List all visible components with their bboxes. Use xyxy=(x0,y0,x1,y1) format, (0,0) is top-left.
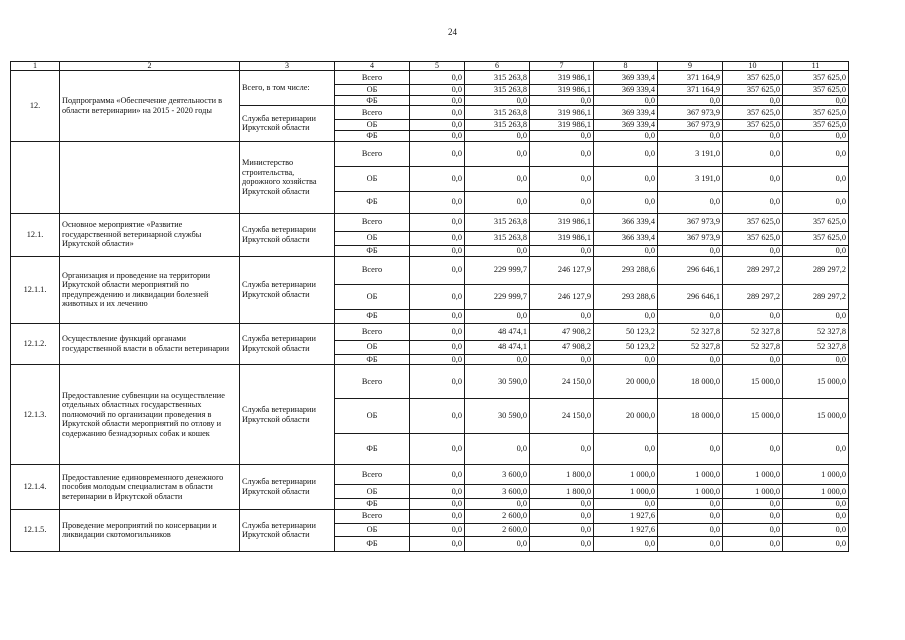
source-cell: ФБ xyxy=(335,131,410,142)
value-cell: 50 123,2 xyxy=(594,323,658,340)
value-cell: 52 327,8 xyxy=(723,340,783,354)
value-cell: 47 908,2 xyxy=(530,340,594,354)
value-cell: 319 986,1 xyxy=(530,213,594,231)
source-cell: ФБ xyxy=(335,309,410,323)
value-cell: 0,0 xyxy=(783,131,849,142)
value-cell: 0,0 xyxy=(410,85,465,96)
header-cell: 7 xyxy=(530,62,594,71)
value-cell: 369 339,4 xyxy=(594,120,658,131)
value-cell: 0,0 xyxy=(658,509,723,523)
value-cell: 0,0 xyxy=(783,509,849,523)
value-cell: 0,0 xyxy=(410,340,465,354)
value-cell: 0,0 xyxy=(530,191,594,213)
value-cell: 0,0 xyxy=(658,523,723,536)
header-cell: 1 xyxy=(11,62,60,71)
row-name: Осуществление функций органами государственной власти в области ветеринарии xyxy=(60,323,240,365)
source-cell: Всего xyxy=(335,71,410,85)
value-cell: 0,0 xyxy=(783,499,849,510)
value-cell: 289 297,2 xyxy=(723,256,783,284)
value-cell: 315 263,8 xyxy=(465,231,530,245)
value-cell: 315 263,8 xyxy=(465,120,530,131)
value-cell: 3 191,0 xyxy=(658,166,723,191)
source-cell: Всего xyxy=(335,323,410,340)
value-cell: 319 986,1 xyxy=(530,106,594,120)
value-cell: 319 986,1 xyxy=(530,85,594,96)
value-cell: 15 000,0 xyxy=(783,399,849,434)
value-cell: 0,0 xyxy=(723,499,783,510)
value-cell: 0,0 xyxy=(594,354,658,365)
value-cell: 0,0 xyxy=(658,499,723,510)
value-cell: 52 327,8 xyxy=(723,323,783,340)
value-cell: 0,0 xyxy=(530,95,594,106)
value-cell: 0,0 xyxy=(410,509,465,523)
value-cell: 369 339,4 xyxy=(594,106,658,120)
value-cell: 24 150,0 xyxy=(530,399,594,434)
table-row xyxy=(11,365,849,399)
value-cell: 357 625,0 xyxy=(783,231,849,245)
header-cell: 6 xyxy=(465,62,530,71)
value-cell: 289 297,2 xyxy=(783,284,849,309)
source-cell: ОБ xyxy=(335,120,410,131)
value-cell: 15 000,0 xyxy=(783,365,849,399)
value-cell: 0,0 xyxy=(658,191,723,213)
value-cell: 0,0 xyxy=(530,131,594,142)
header-cell: 4 xyxy=(335,62,410,71)
value-cell: 0,0 xyxy=(465,245,530,256)
value-cell: 0,0 xyxy=(594,499,658,510)
value-cell: 0,0 xyxy=(783,523,849,536)
value-cell: 15 000,0 xyxy=(723,399,783,434)
value-cell: 289 297,2 xyxy=(723,284,783,309)
value-cell: 319 986,1 xyxy=(530,231,594,245)
value-cell: 48 474,1 xyxy=(465,340,530,354)
value-cell: 371 164,9 xyxy=(658,85,723,96)
value-cell: 0,0 xyxy=(530,509,594,523)
value-cell: 357 625,0 xyxy=(723,85,783,96)
value-cell: 0,0 xyxy=(783,191,849,213)
value-cell: 0,0 xyxy=(465,354,530,365)
value-cell: 0,0 xyxy=(410,499,465,510)
source-cell: ФБ xyxy=(335,191,410,213)
source-cell: Всего xyxy=(335,141,410,166)
value-cell: 1 000,0 xyxy=(723,485,783,499)
value-cell: 0,0 xyxy=(410,323,465,340)
source-cell: ФБ xyxy=(335,354,410,365)
value-cell: 0,0 xyxy=(594,245,658,256)
source-cell: ОБ xyxy=(335,231,410,245)
row-name: Предоставление субвенции на осуществление отдельных областных государственных полномочий по организации проведения в Иркутской области мероприятий по отлову и содержанию безнадзорных собак и кошек xyxy=(60,365,240,465)
value-cell: 296 646,1 xyxy=(658,284,723,309)
value-cell: 0,0 xyxy=(410,284,465,309)
value-cell: 319 986,1 xyxy=(530,71,594,85)
executor-cell: Служба ветеринарии Иркутской области xyxy=(240,213,335,256)
executor-cell: Всего, в том числе: xyxy=(240,71,335,106)
value-cell: 357 625,0 xyxy=(783,106,849,120)
value-cell: 0,0 xyxy=(723,434,783,465)
value-cell: 0,0 xyxy=(723,95,783,106)
header-cell: 9 xyxy=(658,62,723,71)
source-cell: Всего xyxy=(335,509,410,523)
row-name: Предоставление единовременного денежного пособия молодым специалистам в области ветеринарии в Иркутской области xyxy=(60,465,240,510)
value-cell: 0,0 xyxy=(658,95,723,106)
value-cell: 0,0 xyxy=(783,309,849,323)
source-cell: Всего xyxy=(335,465,410,485)
header-cell: 3 xyxy=(240,62,335,71)
value-cell: 0,0 xyxy=(410,71,465,85)
source-cell: Всего xyxy=(335,106,410,120)
value-cell: 0,0 xyxy=(783,245,849,256)
table-row xyxy=(11,256,849,284)
value-cell: 1 927,6 xyxy=(594,523,658,536)
value-cell: 0,0 xyxy=(410,141,465,166)
value-cell: 0,0 xyxy=(410,365,465,399)
value-cell: 0,0 xyxy=(410,256,465,284)
value-cell: 1 800,0 xyxy=(530,485,594,499)
value-cell: 0,0 xyxy=(530,245,594,256)
value-cell: 0,0 xyxy=(658,354,723,365)
value-cell: 0,0 xyxy=(658,131,723,142)
value-cell: 52 327,8 xyxy=(783,323,849,340)
value-cell: 289 297,2 xyxy=(783,256,849,284)
value-cell: 0,0 xyxy=(410,523,465,536)
value-cell: 0,0 xyxy=(465,536,530,551)
value-cell: 0,0 xyxy=(783,141,849,166)
value-cell: 0,0 xyxy=(465,499,530,510)
value-cell: 0,0 xyxy=(723,509,783,523)
source-cell: ФБ xyxy=(335,499,410,510)
value-cell: 24 150,0 xyxy=(530,365,594,399)
value-cell: 0,0 xyxy=(723,166,783,191)
value-cell: 246 127,9 xyxy=(530,284,594,309)
value-cell: 357 625,0 xyxy=(783,71,849,85)
value-cell: 0,0 xyxy=(723,354,783,365)
row-name: Организация и проведение на территории Иркутской области мероприятий по предупреждению и ликвидации болезней животных и их лечению xyxy=(60,256,240,323)
value-cell: 1 000,0 xyxy=(594,485,658,499)
value-cell: 47 908,2 xyxy=(530,323,594,340)
value-cell: 0,0 xyxy=(410,354,465,365)
value-cell: 1 000,0 xyxy=(783,465,849,485)
source-cell: ФБ xyxy=(335,536,410,551)
value-cell: 357 625,0 xyxy=(723,120,783,131)
value-cell: 1 000,0 xyxy=(783,485,849,499)
value-cell: 0,0 xyxy=(723,309,783,323)
value-cell: 0,0 xyxy=(723,131,783,142)
value-cell: 0,0 xyxy=(465,141,530,166)
executor-cell: Служба ветеринарии Иркутской области xyxy=(240,465,335,510)
source-cell: Всего xyxy=(335,213,410,231)
value-cell: 0,0 xyxy=(465,166,530,191)
source-cell: ОБ xyxy=(335,399,410,434)
value-cell: 0,0 xyxy=(594,434,658,465)
page-number: 24 xyxy=(448,27,457,37)
source-cell: ОБ xyxy=(335,85,410,96)
value-cell: 357 625,0 xyxy=(723,71,783,85)
source-cell: ОБ xyxy=(335,523,410,536)
value-cell: 229 999,7 xyxy=(465,256,530,284)
value-cell: 52 327,8 xyxy=(658,340,723,354)
value-cell: 0,0 xyxy=(410,485,465,499)
value-cell: 0,0 xyxy=(594,309,658,323)
value-cell: 0,0 xyxy=(783,536,849,551)
header-cell: 2 xyxy=(60,62,240,71)
value-cell: 0,0 xyxy=(410,213,465,231)
source-cell: Всего xyxy=(335,256,410,284)
source-cell: ОБ xyxy=(335,166,410,191)
value-cell: 2 600,0 xyxy=(465,523,530,536)
value-cell: 0,0 xyxy=(783,354,849,365)
header-cell: 11 xyxy=(783,62,849,71)
value-cell: 0,0 xyxy=(594,141,658,166)
value-cell: 0,0 xyxy=(783,95,849,106)
source-cell: ОБ xyxy=(335,284,410,309)
source-cell: ФБ xyxy=(335,245,410,256)
value-cell: 315 263,8 xyxy=(465,213,530,231)
value-cell: 0,0 xyxy=(465,95,530,106)
row-name: Подпрограмма «Обеспечение деятельности в области ветеринарии» на 2015 - 2020 годы xyxy=(60,71,240,142)
executor-cell: Служба ветеринарии Иркутской области xyxy=(240,256,335,323)
value-cell: 20 000,0 xyxy=(594,399,658,434)
value-cell: 0,0 xyxy=(410,434,465,465)
value-cell: 0,0 xyxy=(783,166,849,191)
value-cell: 357 625,0 xyxy=(723,213,783,231)
source-cell: ФБ xyxy=(335,434,410,465)
row-code: 12.1. xyxy=(11,213,60,256)
value-cell: 0,0 xyxy=(594,95,658,106)
value-cell: 0,0 xyxy=(410,95,465,106)
value-cell: 0,0 xyxy=(594,166,658,191)
value-cell: 20 000,0 xyxy=(594,365,658,399)
value-cell: 367 973,9 xyxy=(658,106,723,120)
value-cell: 0,0 xyxy=(465,131,530,142)
value-cell: 1 800,0 xyxy=(530,465,594,485)
table-row xyxy=(11,323,849,340)
value-cell: 0,0 xyxy=(465,434,530,465)
value-cell: 369 339,4 xyxy=(594,71,658,85)
table-row xyxy=(11,71,849,85)
value-cell: 0,0 xyxy=(410,106,465,120)
executor-cell: Служба ветеринарии Иркутской области xyxy=(240,365,335,465)
value-cell: 15 000,0 xyxy=(723,365,783,399)
budget-table xyxy=(10,61,849,552)
value-cell: 52 327,8 xyxy=(658,323,723,340)
value-cell: 0,0 xyxy=(723,191,783,213)
row-name: Проведение мероприятий по консервации и ликвидации скотомогильников xyxy=(60,509,240,551)
value-cell: 1 000,0 xyxy=(594,465,658,485)
value-cell: 0,0 xyxy=(658,309,723,323)
value-cell: 0,0 xyxy=(530,166,594,191)
value-cell: 2 600,0 xyxy=(465,509,530,523)
value-cell: 0,0 xyxy=(723,141,783,166)
table-row xyxy=(11,141,849,166)
value-cell: 0,0 xyxy=(410,231,465,245)
value-cell: 3 600,0 xyxy=(465,465,530,485)
executor-cell: Служба ветеринарии Иркутской области xyxy=(240,323,335,365)
value-cell: 0,0 xyxy=(723,536,783,551)
row-code: 12.1.3. xyxy=(11,365,60,465)
value-cell: 319 986,1 xyxy=(530,120,594,131)
value-cell: 0,0 xyxy=(410,131,465,142)
value-cell: 0,0 xyxy=(410,465,465,485)
executor-cell: Министерство строительства, дорожного хозяйства Иркутской области xyxy=(240,141,335,213)
value-cell: 0,0 xyxy=(594,131,658,142)
value-cell: 0,0 xyxy=(530,354,594,365)
value-cell: 0,0 xyxy=(410,245,465,256)
value-cell: 357 625,0 xyxy=(783,85,849,96)
executor-cell: Служба ветеринарии Иркутской области xyxy=(240,106,335,142)
value-cell: 357 625,0 xyxy=(783,213,849,231)
value-cell: 0,0 xyxy=(410,536,465,551)
value-cell: 1 927,6 xyxy=(594,509,658,523)
value-cell: 0,0 xyxy=(658,245,723,256)
value-cell: 30 590,0 xyxy=(465,365,530,399)
value-cell: 315 263,8 xyxy=(465,71,530,85)
row-code: 12.1.5. xyxy=(11,509,60,551)
source-cell: ФБ xyxy=(335,95,410,106)
value-cell: 1 000,0 xyxy=(658,465,723,485)
value-cell: 296 646,1 xyxy=(658,256,723,284)
value-cell: 366 339,4 xyxy=(594,213,658,231)
value-cell: 315 263,8 xyxy=(465,85,530,96)
value-cell: 0,0 xyxy=(530,434,594,465)
value-cell: 52 327,8 xyxy=(783,340,849,354)
value-cell: 3 191,0 xyxy=(658,141,723,166)
source-cell: ОБ xyxy=(335,485,410,499)
value-cell: 293 288,6 xyxy=(594,256,658,284)
executor-cell: Служба ветеринарии Иркутской области xyxy=(240,509,335,551)
table-row xyxy=(11,509,849,523)
value-cell: 48 474,1 xyxy=(465,323,530,340)
value-cell: 367 973,9 xyxy=(658,213,723,231)
value-cell: 18 000,0 xyxy=(658,399,723,434)
value-cell: 367 973,9 xyxy=(658,120,723,131)
row-name: Основное мероприятие «Развитие государственной ветеринарной службы Иркутской области» xyxy=(60,213,240,256)
value-cell: 0,0 xyxy=(723,523,783,536)
row-name xyxy=(60,141,240,213)
value-cell: 246 127,9 xyxy=(530,256,594,284)
table-row xyxy=(11,213,849,231)
value-cell: 0,0 xyxy=(410,120,465,131)
value-cell: 0,0 xyxy=(410,166,465,191)
value-cell: 229 999,7 xyxy=(465,284,530,309)
value-cell: 315 263,8 xyxy=(465,106,530,120)
value-cell: 0,0 xyxy=(658,434,723,465)
header-cell: 8 xyxy=(594,62,658,71)
value-cell: 0,0 xyxy=(410,309,465,323)
value-cell: 0,0 xyxy=(783,434,849,465)
table-row xyxy=(11,465,849,485)
value-cell: 357 625,0 xyxy=(723,106,783,120)
value-cell: 293 288,6 xyxy=(594,284,658,309)
header-cell: 10 xyxy=(723,62,783,71)
value-cell: 357 625,0 xyxy=(723,231,783,245)
value-cell: 0,0 xyxy=(723,245,783,256)
value-cell: 50 123,2 xyxy=(594,340,658,354)
header-cell: 5 xyxy=(410,62,465,71)
row-code xyxy=(11,141,60,213)
value-cell: 0,0 xyxy=(530,309,594,323)
source-cell: ОБ xyxy=(335,340,410,354)
value-cell: 0,0 xyxy=(530,499,594,510)
value-cell: 0,0 xyxy=(594,536,658,551)
row-code: 12. xyxy=(11,71,60,142)
value-cell: 18 000,0 xyxy=(658,365,723,399)
value-cell: 0,0 xyxy=(530,141,594,166)
value-cell: 1 000,0 xyxy=(723,465,783,485)
value-cell: 30 590,0 xyxy=(465,399,530,434)
value-cell: 371 164,9 xyxy=(658,71,723,85)
value-cell: 0,0 xyxy=(530,523,594,536)
value-cell: 366 339,4 xyxy=(594,231,658,245)
value-cell: 0,0 xyxy=(465,191,530,213)
value-cell: 3 600,0 xyxy=(465,485,530,499)
row-code: 12.1.1. xyxy=(11,256,60,323)
value-cell: 0,0 xyxy=(530,536,594,551)
value-cell: 0,0 xyxy=(410,399,465,434)
value-cell: 0,0 xyxy=(410,191,465,213)
value-cell: 0,0 xyxy=(594,191,658,213)
value-cell: 1 000,0 xyxy=(658,485,723,499)
header-row xyxy=(11,62,849,71)
row-code: 12.1.2. xyxy=(11,323,60,365)
value-cell: 367 973,9 xyxy=(658,231,723,245)
source-cell: Всего xyxy=(335,365,410,399)
value-cell: 0,0 xyxy=(465,309,530,323)
value-cell: 357 625,0 xyxy=(783,120,849,131)
row-code: 12.1.4. xyxy=(11,465,60,510)
value-cell: 369 339,4 xyxy=(594,85,658,96)
value-cell: 0,0 xyxy=(658,536,723,551)
